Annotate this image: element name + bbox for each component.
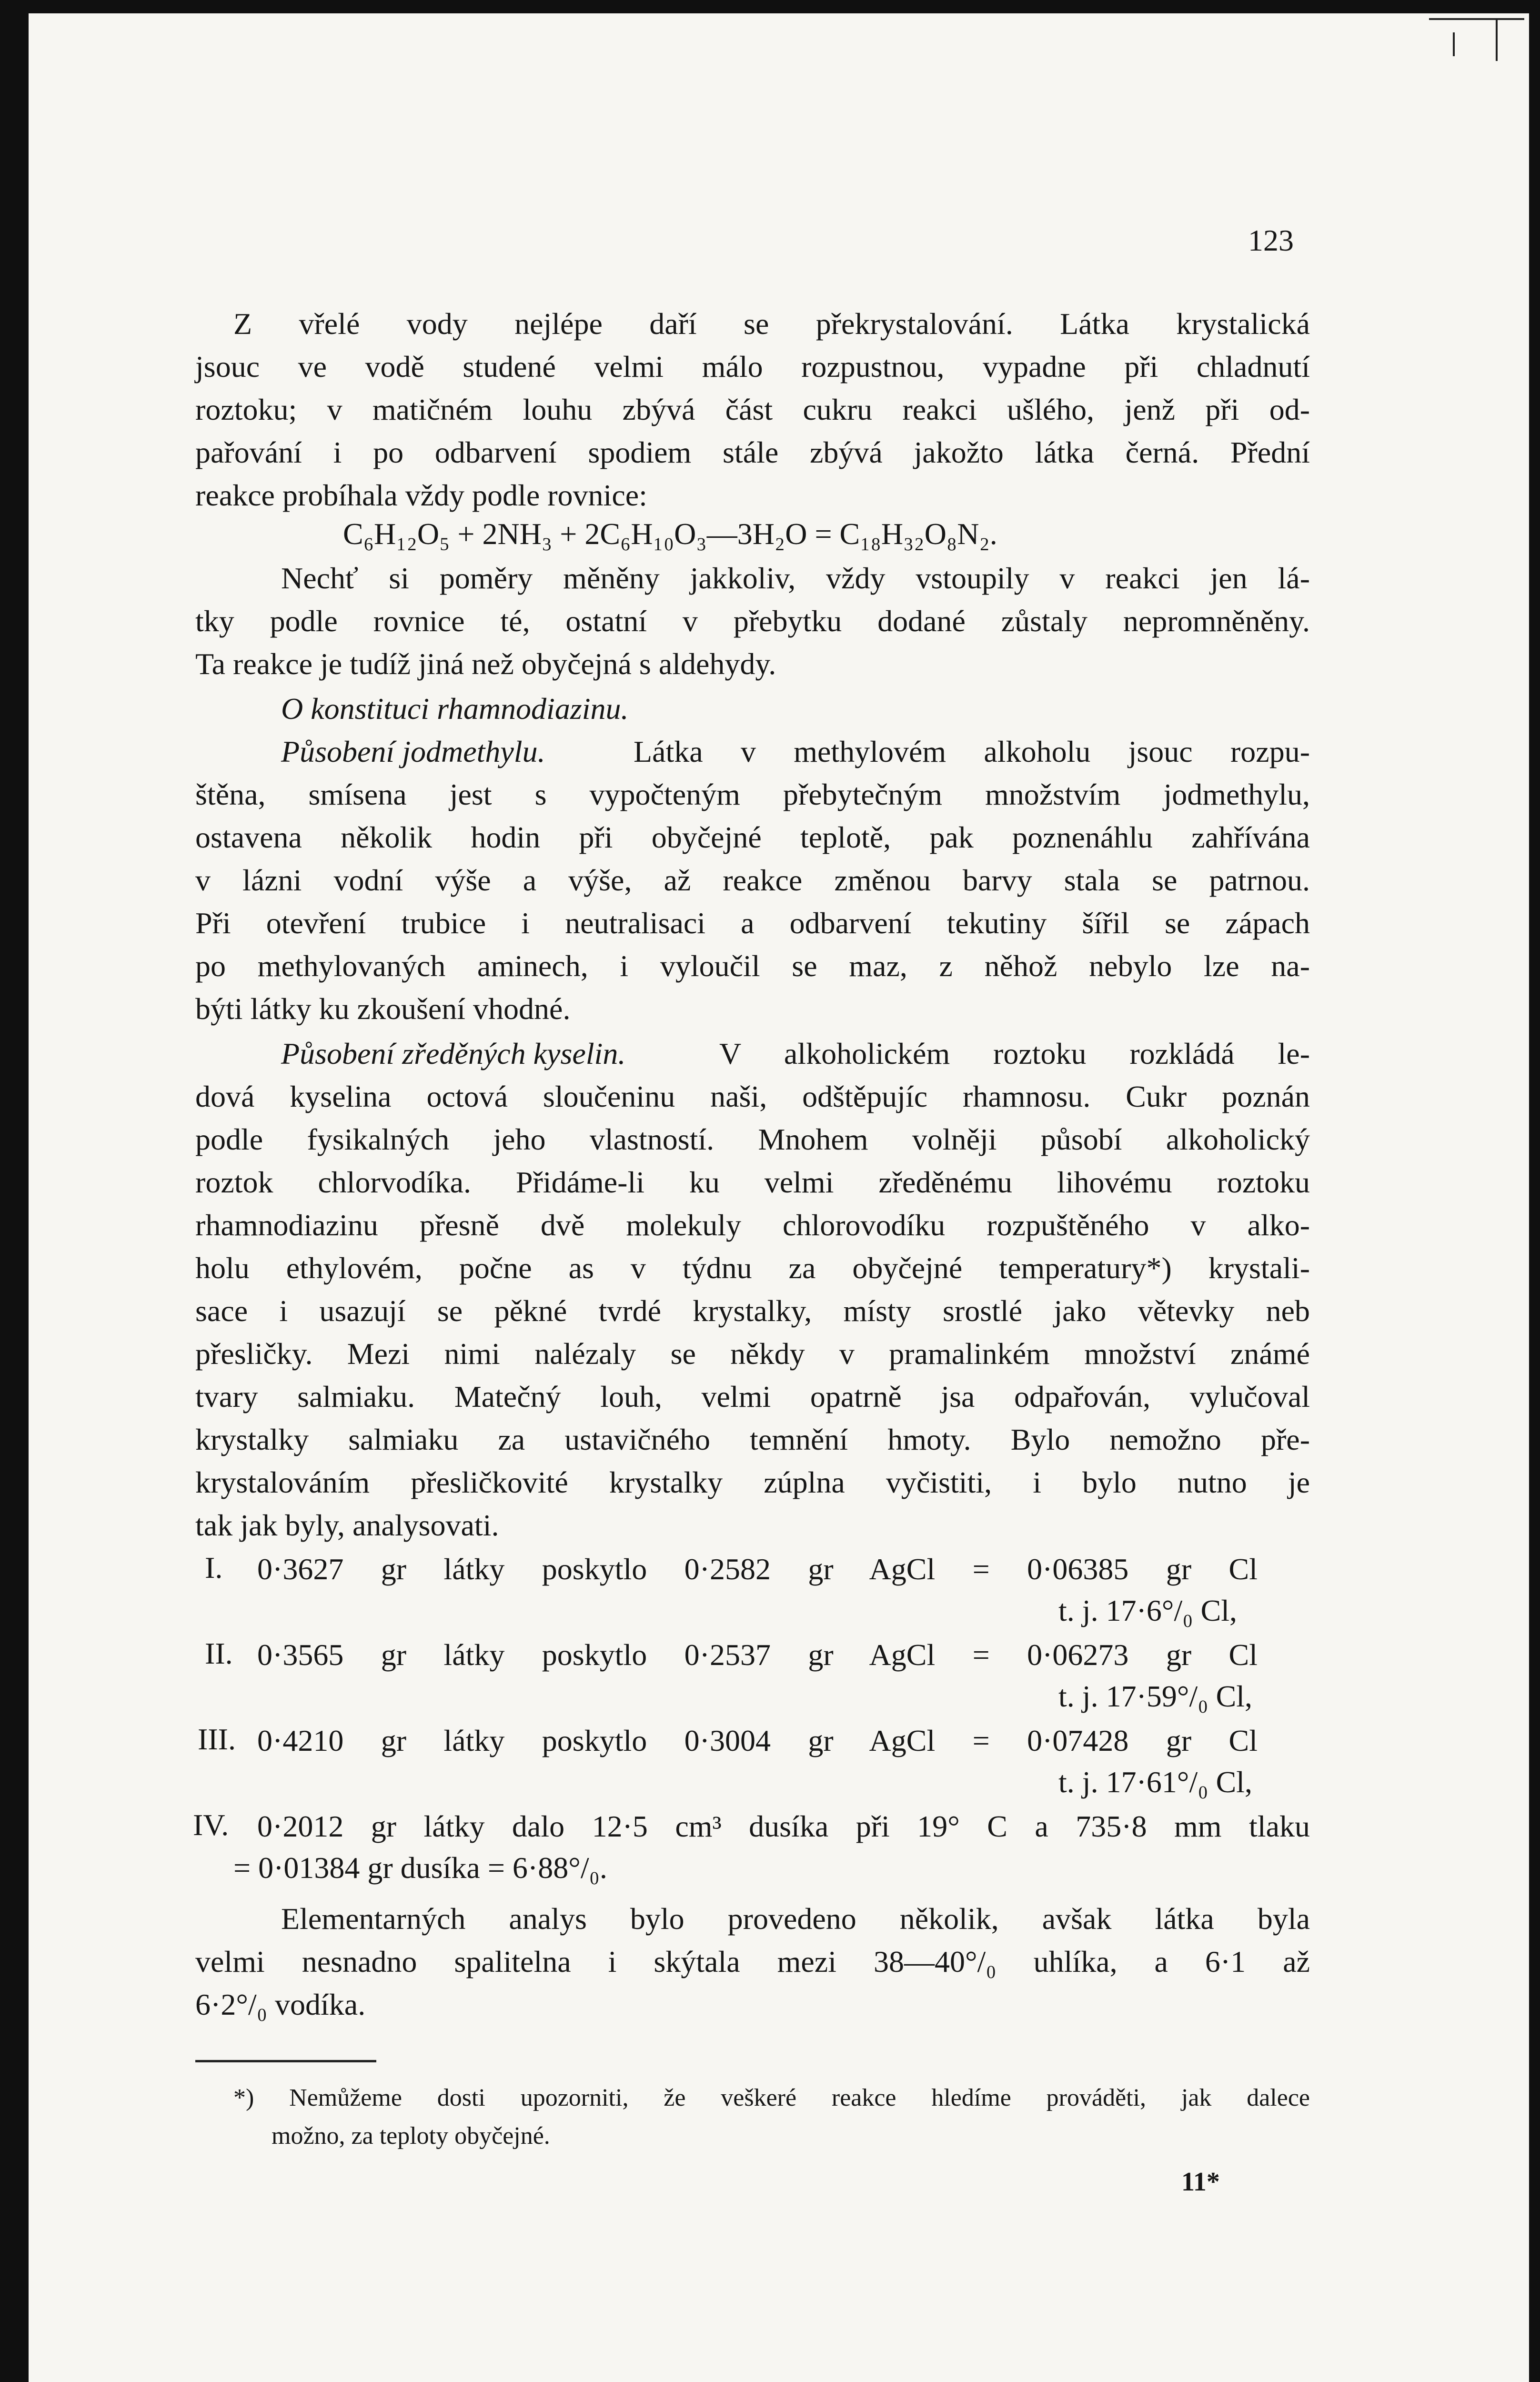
measurement-line: 0·2012 gr látky dalo 12·5 cm³ dusíka při 19° C a 735·8 mm tlaku xyxy=(257,1809,1310,1843)
text-line: štěna, smísena jest s vypočteným přebytečným množstvím jodmethylu, xyxy=(195,777,1310,811)
text-line: býti látky ku zkoušení vhodné. xyxy=(195,992,571,1026)
text-line: tak jak byly, analysovati. xyxy=(195,1508,499,1542)
measurement-result: t. j. 17·59°/₀ Cl, xyxy=(1058,1679,1253,1713)
subsection-title: Působení zředěných kyselin. xyxy=(281,1037,626,1070)
measurement-result: = 0·01384 gr dusíka = 6·88°/₀. xyxy=(233,1851,607,1885)
text-line: Látka v methylovém alkoholu jsouc rozpu- xyxy=(634,735,1310,768)
subsection-title: Působení jodmethylu. xyxy=(281,735,545,768)
text-line: krystalky salmiaku za ustavičného temnění hmoty. Bylo nemožno pře- xyxy=(195,1423,1310,1456)
text-line: roztok chlorvodíka. Přidáme-li ku velmi zředěnému lihovému roztoku xyxy=(195,1165,1310,1199)
text-line: přesličky. Mezi nimi nalézaly se někdy v pramalinkém množství známé xyxy=(195,1337,1310,1371)
text-line: tky podle rovnice té, ostatní v přebytku dodané zůstaly nepromněněny. xyxy=(195,604,1310,638)
text-line: roztoku; v matičném louhu zbývá část cukru reakci ušlého, jenž při od- xyxy=(195,393,1310,426)
text-line: rhamnodiazinu přesně dvě molekuly chlorovodíku rozpuštěného v alko- xyxy=(195,1208,1310,1242)
text-line: Ta reakce je tudíž jiná než obyčejná s aldehydy. xyxy=(195,647,776,681)
text-line: ostavena několik hodin při obyčejné teplotě, pak poznenáhlu zahřívána xyxy=(195,820,1310,854)
measurement-number: II. xyxy=(205,1636,233,1670)
book-page xyxy=(29,13,1529,2382)
measurement-number: III. xyxy=(198,1722,236,1756)
text-line: jsouc ve vodě studené velmi málo rozpustnou, vypadne při chladnutí xyxy=(195,350,1310,384)
text-line: krystalováním přesličkovité krystalky zúplna vyčistiti, i bylo nutno je xyxy=(195,1465,1310,1499)
text-line: Nechť si poměry měněny jakkoliv, vždy vstoupily v reakci jen lá- xyxy=(281,561,1310,595)
text-line: pařování i po odbarvení spodiem stále zbývá jakožto látka černá. Přední xyxy=(195,435,1310,469)
text-line: podle fysikalných jeho vlastností. Mnohem volněji působí alkoholický xyxy=(195,1122,1310,1156)
page-number: 123 xyxy=(1248,223,1294,257)
corner-mark-tick xyxy=(1453,32,1455,56)
measurement-line: 0·3565 gr látky poskytlo 0·2537 gr AgCl = 0·06273 gr Cl xyxy=(257,1638,1258,1672)
measurement-result: t. j. 17·61°/₀ Cl, xyxy=(1058,1765,1253,1799)
text-line: Z vřelé vody nejlépe daří se překrystalování. Látka krystalická xyxy=(233,307,1310,341)
measurement-line: 0·3627 gr látky poskytlo 0·2582 gr AgCl = 0·06385 gr Cl xyxy=(257,1552,1258,1586)
measurement-line: 0·4210 gr látky poskytlo 0·3004 gr AgCl = 0·07428 gr Cl xyxy=(257,1724,1258,1757)
footnote-divider xyxy=(195,2060,376,2062)
measurement-number: IV. xyxy=(193,1808,229,1842)
text-line: 6·2°/₀ vodíka. xyxy=(195,1988,366,2021)
corner-mark-vertical xyxy=(1496,18,1498,61)
text-line: dová kyselina octová sloučeninu naši, odštěpujíc rhamnosu. Cukr poznán xyxy=(195,1080,1310,1113)
chemical-equation: C₆H₁₂O₅ + 2NH₃ + 2C₆H₁₀O₃—3H₂O = C₁₈H₃₂O₈N₂. xyxy=(343,517,997,551)
text-line: velmi nesnadno spalitelna i skýtala mezi 38—40°/₀ uhlíka, a 6·1 až xyxy=(195,1945,1310,1978)
text-line: tvary salmiaku. Matečný louh, velmi opatrně jsa odpařován, vylučoval xyxy=(195,1380,1310,1413)
text-line: sace i usazují se pěkné tvrdé krystalky, místy srostlé jako větevky neb xyxy=(195,1294,1310,1328)
footnote-line: *) Nemůžeme dosti upozorniti, že veškeré reakce hledíme prováděti, jak dalece xyxy=(233,2084,1310,2111)
text-line: holu ethylovém, počne as v týdnu za obyčejné temperatury*) krystali- xyxy=(195,1251,1310,1285)
corner-mark-horizontal xyxy=(1429,18,1524,20)
text-line: Při otevření trubice i neutralisaci a odbarvení tekutiny šířil se zápach xyxy=(195,906,1310,940)
footnote-line: možno, za teploty obyčejné. xyxy=(272,2122,550,2150)
text-line: po methylovaných aminech, i vyloučil se maz, z něhož nebylo lze na- xyxy=(195,949,1310,983)
signature-mark: 11* xyxy=(1181,2167,1220,2197)
text-line: v lázni vodní výše a výše, až reakce změnou barvy stala se patrnou. xyxy=(195,863,1310,897)
measurement-result: t. j. 17·6°/₀ Cl, xyxy=(1058,1594,1238,1627)
measurement-number: I. xyxy=(205,1551,223,1585)
section-heading: O konstituci rhamnodiazinu. xyxy=(281,692,629,726)
text-line: reakce probíhala vždy podle rovnice: xyxy=(195,478,647,512)
text-line: Elementarných analys bylo provedeno několik, avšak látka byla xyxy=(281,1902,1310,1936)
text-line: V alkoholickém roztoku rozkládá le- xyxy=(719,1037,1310,1070)
